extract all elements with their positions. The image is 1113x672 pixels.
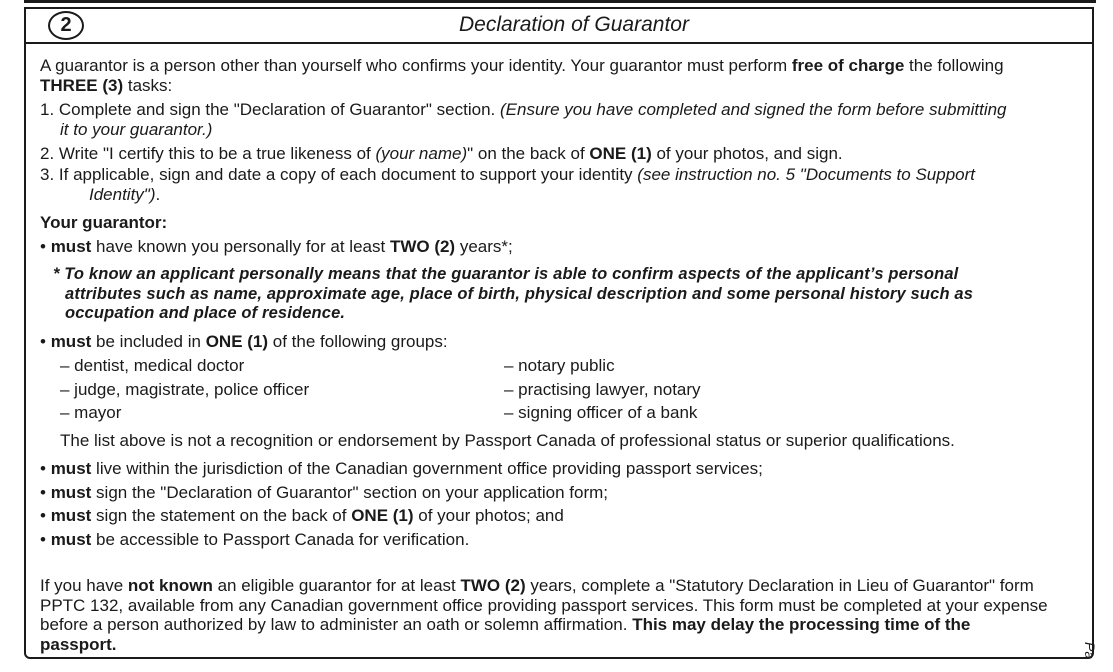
req-known-text: have known you personally for at least (91, 237, 390, 256)
task-3-line-2 (89, 185, 160, 205)
footer-bold-delay: This may delay the processing time of the (632, 615, 971, 634)
disclaimer: The list above is not a recognition or endorsement by Passport Canada of professional status or superior qualifications. (60, 431, 955, 450)
task-2-text: 2. Write "I certify this to be a true likeness of (40, 144, 376, 163)
bullet: • (40, 237, 46, 256)
group-left-3: – mayor (60, 403, 122, 422)
note-line-3: occupation and place of residence. (65, 304, 346, 322)
req-group-text: be included in (91, 332, 206, 351)
task-3-period: . (155, 185, 161, 204)
req-accessible-text: be accessible to Passport Canada for verification. (91, 530, 470, 549)
section-title: Declaration of Guarantor (459, 13, 689, 36)
task-3-line-1 (40, 165, 975, 185)
group-left-2: – judge, magistrate, police officer (60, 380, 310, 399)
group-right-3: – signing officer of a bank (504, 403, 698, 422)
top-rule (24, 0, 1096, 3)
req-group-bold: ONE (1) (205, 332, 269, 351)
req-statement-text: sign the statement on the back of (91, 506, 352, 525)
bullet: • (40, 506, 46, 525)
req-known (40, 237, 513, 257)
req-statement (40, 506, 564, 526)
bullet: • (40, 459, 46, 478)
bullet: • (40, 483, 46, 502)
must-label: must (50, 530, 92, 549)
guarantor-heading: Your guarantor: (40, 213, 168, 232)
intro-count: THREE (3) (40, 76, 124, 95)
footer-bold-not-known: not known (127, 576, 213, 595)
must-label: must (50, 332, 92, 351)
footer-bold-two: TWO (2) (460, 576, 526, 595)
footer-line-3 (40, 615, 970, 635)
req-sign-text: sign the "Declaration of Guarantor" section on your application form; (91, 483, 608, 502)
group-right-2: – practising lawyer, notary (504, 380, 701, 399)
intro-tasks: tasks: (123, 76, 173, 95)
task-3-text: 3. If applicable, sign and date a copy of each document to support your identity (40, 165, 638, 184)
group-left-1: – dentist, medical doctor (60, 356, 245, 375)
intro-bold: free of charge (791, 56, 905, 75)
req-live (40, 459, 763, 479)
task-2-bold: ONE (1) (589, 144, 652, 163)
task-3-note: (see instruction no. 5 "Documents to Support (637, 165, 975, 184)
req-known-end: years*; (455, 237, 513, 256)
req-live-text: live within the jurisdiction of the Canadian government office providing passport services; (91, 459, 763, 478)
task-1-note: (Ensure you have completed and signed the form before submitting (500, 100, 1007, 119)
footer-text-c: years, complete a "Statutory Declaration in Lieu of Guarantor" form (525, 576, 1034, 595)
footer-line-2: PPTC 132, available from any Canadian government office providing passport services. This form must be completed at your expense (40, 596, 1048, 615)
intro-text: A guarantor is a person other than yourself who confirms your identity. Your guarantor must perform (40, 56, 792, 75)
req-known-bold: TWO (2) (389, 237, 456, 256)
must-label: must (50, 237, 92, 256)
bullet: • (40, 530, 46, 549)
footer-line-4: passport. (40, 635, 117, 654)
req-statement-bold: ONE (1) (351, 506, 414, 525)
note-line-2: attributes such as name, approximate age, place of birth, physical description and some personal history such as (65, 285, 974, 303)
must-label: must (50, 459, 92, 478)
task-1-text: 1. Complete and sign the "Declaration of Guarantor" section. (40, 100, 500, 119)
req-sign (40, 483, 608, 503)
req-statement-end: of your photos; and (413, 506, 564, 525)
task-1-line-2: it to your guarantor.) (60, 120, 213, 139)
req-accessible (40, 530, 469, 550)
page-edge-fragment: Pa (1082, 642, 1098, 660)
note-line-1: * To know an applicant personally means that the guarantor is able to confirm aspects of the applicant’s personal (53, 265, 959, 283)
group-right-1: – notary public (504, 356, 615, 375)
req-group (40, 332, 448, 352)
task-2-text-b: " on the back of (467, 144, 590, 163)
footer-text: If you have (40, 576, 128, 595)
bullet: • (40, 332, 46, 351)
task-1-line-1 (40, 100, 1007, 120)
task-2-name: (your name) (375, 144, 468, 163)
must-label: must (50, 506, 92, 525)
task-2 (40, 144, 843, 164)
task-2-text-c: of your photos, and sign. (651, 144, 843, 163)
intro-line-2 (40, 76, 172, 96)
section-number-badge: 2 (48, 11, 84, 40)
task-3-note-end: Identity") (89, 185, 156, 204)
must-label: must (50, 483, 92, 502)
footer-line-1 (40, 576, 1034, 596)
intro-text-end: the following (904, 56, 1004, 75)
footer-text-d: before a person authorized by law to administer an oath or solemn affirmation. (40, 615, 633, 634)
intro-line-1 (40, 56, 1004, 76)
section-header (26, 9, 1092, 44)
footer-text-b: an eligible guarantor for at least (212, 576, 461, 595)
req-group-end: of the following groups: (268, 332, 448, 351)
